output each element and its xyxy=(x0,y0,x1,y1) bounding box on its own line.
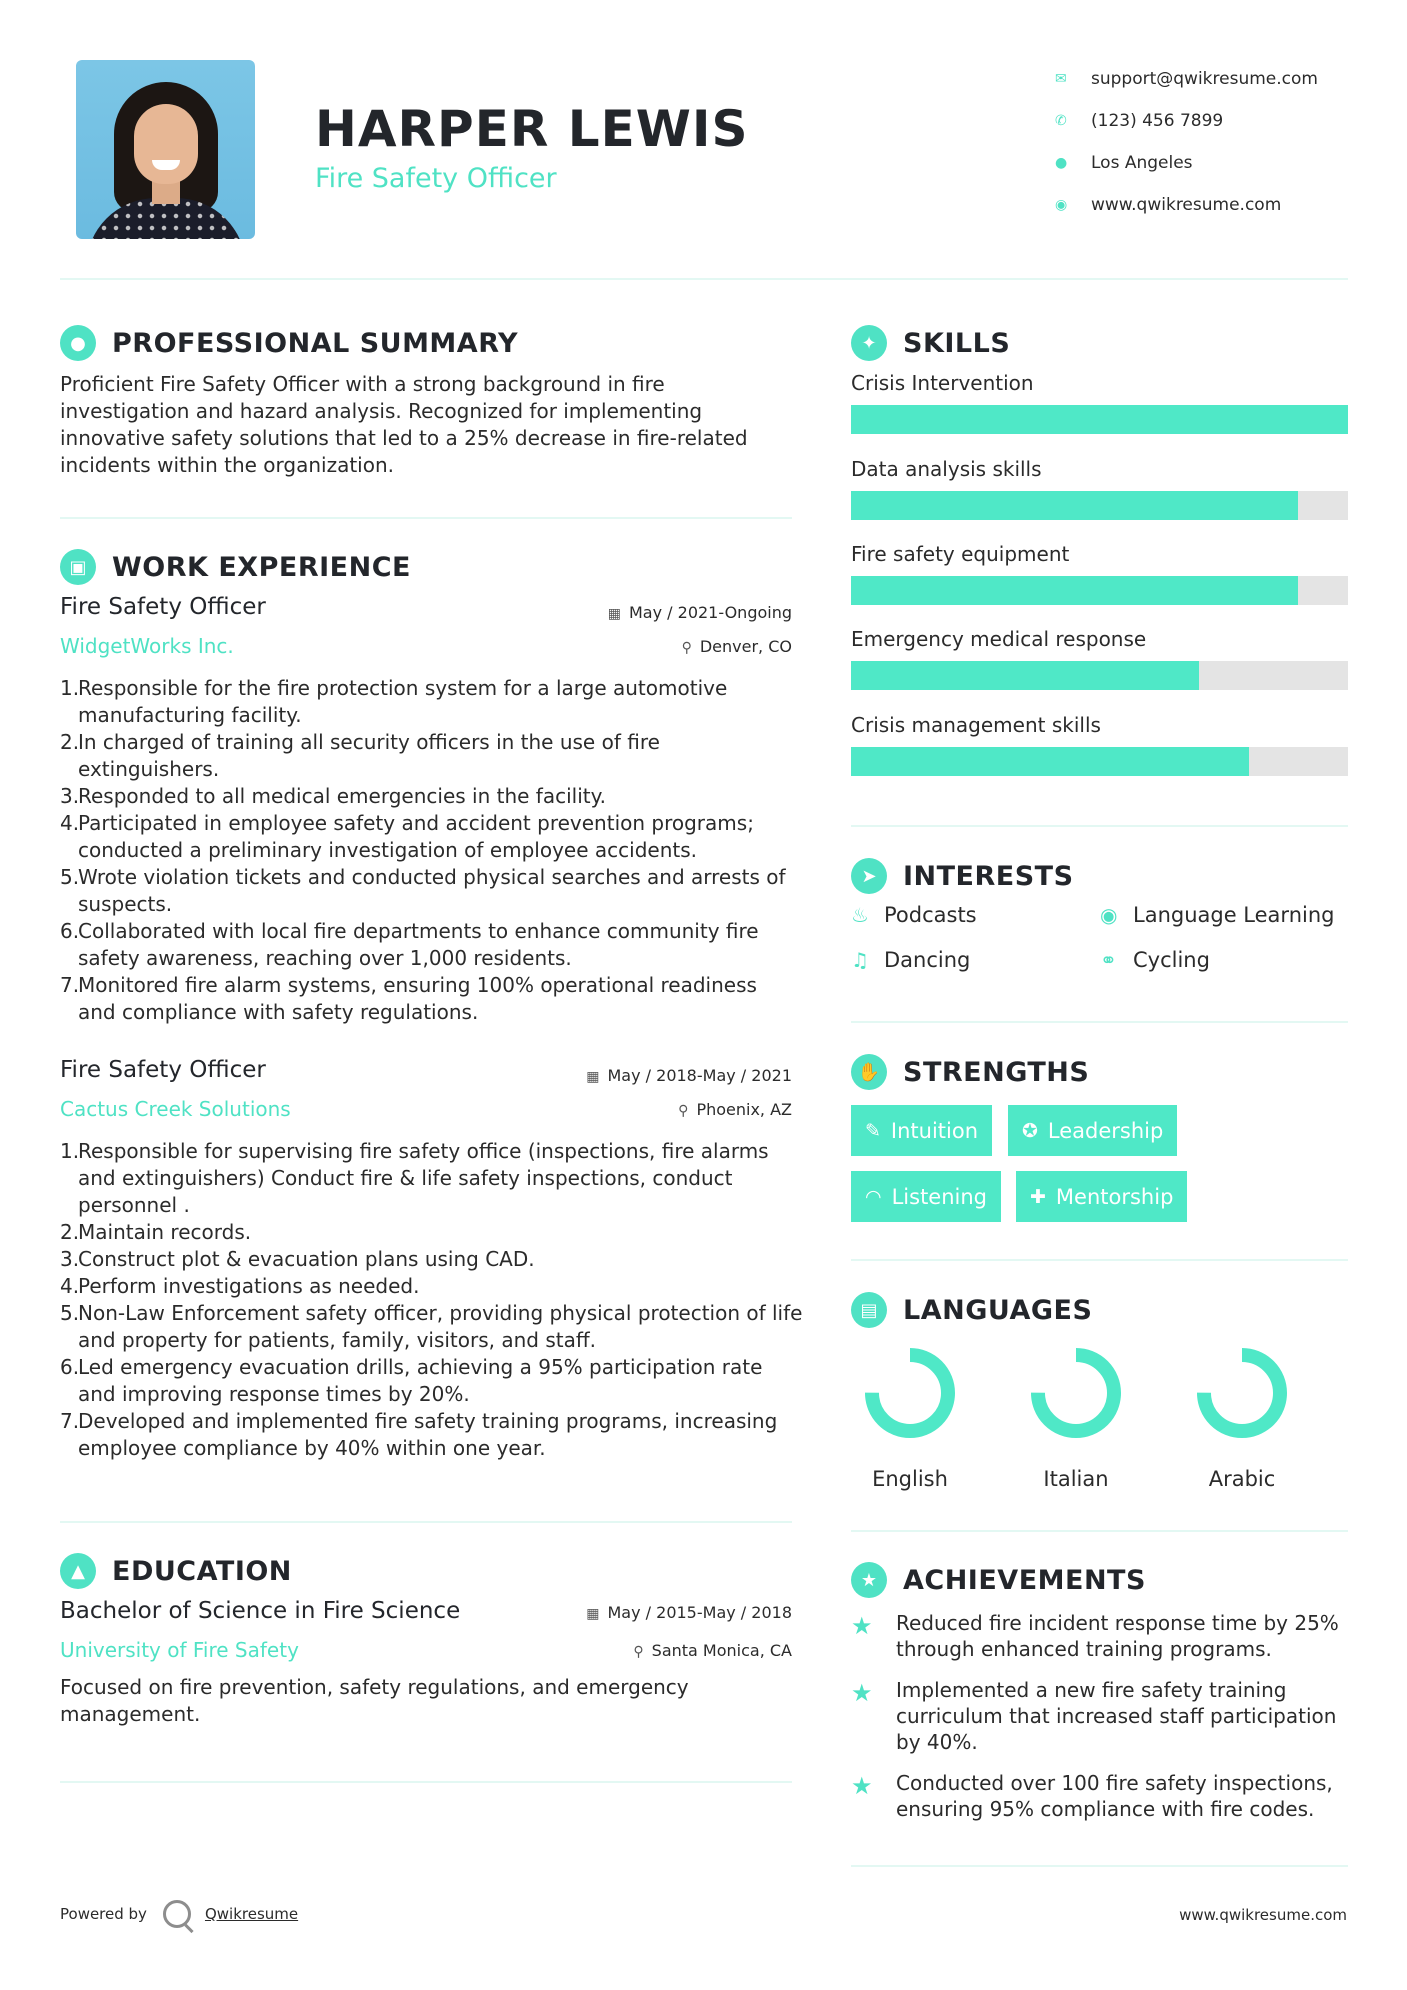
list-item: 7. Monitored fire alarm systems, ensuring 100% operational readiness and compliance with safety regulations. xyxy=(60,973,757,1024)
candidate-name: HARPER LEWIS xyxy=(315,100,749,158)
language-item: Arabic xyxy=(1172,1345,1312,1491)
languages-divider xyxy=(851,1530,1348,1532)
user-icon: ● xyxy=(60,325,96,361)
skill-bar xyxy=(851,491,1348,520)
skill-bar xyxy=(851,661,1348,690)
interest-item: ♫ Dancing xyxy=(851,948,971,972)
language-icon: ▤ xyxy=(851,1292,887,1328)
language-ring xyxy=(1028,1345,1124,1441)
globe-icon: ◉ xyxy=(1055,197,1068,213)
pin-icon: ⚲ xyxy=(681,640,692,656)
strength-badge: ✎ Intuition xyxy=(851,1105,992,1156)
list-item: 5. Non-Law Enforcement safety officer, providing physical protection of life and property for patients, family, visitors, and staff. xyxy=(60,1301,803,1352)
strength-badge: ✚ Mentorship xyxy=(1016,1171,1187,1222)
star-icon: ★ xyxy=(851,1772,873,1800)
achievements-heading: ★ ACHIEVEMENTS xyxy=(851,1562,1146,1598)
contact-location: ● Los Angeles xyxy=(1055,153,1193,173)
pin-icon: ⚲ xyxy=(678,1103,689,1119)
users-icon: ✪ xyxy=(1022,1119,1038,1142)
microphone-icon: ♨ xyxy=(851,903,869,927)
skill-item: Crisis Intervention xyxy=(851,371,1348,434)
interest-item: ◉ Language Learning xyxy=(1100,903,1335,927)
list-item: 2. In charged of training all security officers in the use of fire extinguishers. xyxy=(60,730,660,781)
star-icon: ★ xyxy=(851,1679,873,1707)
job-date: ▦ May / 2021-Ongoing xyxy=(607,603,792,622)
skill-item: Fire safety equipment xyxy=(851,542,1348,605)
hand-icon: ✋ xyxy=(851,1054,887,1090)
language-ring xyxy=(862,1345,958,1441)
job-role: Fire Safety Officer xyxy=(60,594,266,620)
education-date: ▦ May / 2015-May / 2018 xyxy=(586,1603,792,1622)
music-note-icon: ♫ xyxy=(851,948,869,972)
job-company: Cactus Creek Solutions xyxy=(60,1097,291,1121)
interest-item: ⚭ Cycling xyxy=(1100,948,1210,972)
lightbulb-icon: ✦ xyxy=(851,325,887,361)
candidate-title: Fire Safety Officer xyxy=(315,163,557,194)
skills-divider xyxy=(851,825,1348,827)
job-location: ⚲ Denver, CO xyxy=(681,637,792,656)
skill-bar xyxy=(851,405,1348,434)
languages-heading: ▤ LANGUAGES xyxy=(851,1292,1092,1328)
job-company: WidgetWorks Inc. xyxy=(60,634,234,658)
achievement-item: ★ Conducted over 100 fire safety inspections, ensuring 95% compliance with fire codes. xyxy=(851,1771,1333,1821)
job-responsibilities xyxy=(60,1138,805,1462)
list-item: 2. Maintain records. xyxy=(60,1220,252,1244)
education-degree: Bachelor of Science in Fire Science xyxy=(60,1598,461,1624)
list-item: 3. Construct plot & evacuation plans using CAD. xyxy=(60,1247,535,1271)
list-item: 1. Responsible for the fire protection system for a large automotive manufacturing facility. xyxy=(60,676,728,727)
email-icon: ✉ xyxy=(1055,71,1067,87)
user-plus-icon: ✚ xyxy=(1030,1185,1046,1208)
education-text: Focused on fire prevention, safety regulations, and emergency management. xyxy=(60,1675,689,1726)
skill-item: Crisis management skills xyxy=(851,713,1348,776)
job-location: ⚲ Phoenix, AZ xyxy=(678,1100,792,1119)
qwikresume-logo-icon xyxy=(163,1900,191,1928)
list-item: 1. Responsible for supervising fire safety office (inspections, fire alarms and extinguishers) Conduct fire & life safety inspections, conduct personnel . xyxy=(60,1139,769,1217)
profile-photo xyxy=(76,60,255,239)
achievement-item: ★ Reduced fire incident response time by 25% through enhanced training programs. xyxy=(851,1611,1339,1661)
strengths-heading: ✋ STRENGTHS xyxy=(851,1054,1089,1090)
bicycle-icon: ⚭ xyxy=(1100,948,1117,972)
contact-website[interactable]: ◉ www.qwikresume.com xyxy=(1055,195,1282,215)
pin-icon: ⚲ xyxy=(633,1644,644,1660)
list-item: 6. Led emergency evacuation drills, achieving a 95% participation rate and improving response times by 20%. xyxy=(60,1355,763,1406)
contact-info xyxy=(1055,58,1318,226)
summary-divider xyxy=(60,517,792,519)
footer-website[interactable]: www.qwikresume.com xyxy=(1179,1906,1347,1924)
education-heading: ▲ EDUCATION xyxy=(60,1553,292,1589)
footer-brand-link[interactable]: Qwikresume xyxy=(204,1905,299,1923)
contact-email[interactable]: ✉ support@qwikresume.com xyxy=(1055,69,1318,89)
language-ring xyxy=(1194,1345,1290,1441)
job-date: ▦ May / 2018-May / 2021 xyxy=(586,1066,792,1085)
contact-phone[interactable]: ✆ (123) 456 7899 xyxy=(1055,111,1224,131)
paper-plane-icon: ➤ xyxy=(851,858,887,894)
interest-item: ♨ Podcasts xyxy=(851,903,977,927)
list-item: 6. Collaborated with local fire departments to enhance community fire safety awareness, reaching over 1,000 residents. xyxy=(60,919,759,970)
list-item: 3. Responded to all medical emergencies in the facility. xyxy=(60,784,606,808)
strength-badge: ✪ Leadership xyxy=(1008,1105,1177,1156)
strength-badge: ◠ Listening xyxy=(851,1171,1001,1222)
briefcase-icon: ▣ xyxy=(60,549,96,585)
phone-icon: ✆ xyxy=(1055,113,1067,129)
skills-heading: ✦ SKILLS xyxy=(851,325,1010,361)
interests-heading: ➤ INTERESTS xyxy=(851,858,1074,894)
star-icon: ★ xyxy=(851,1612,873,1640)
strengths-divider xyxy=(851,1259,1348,1261)
skill-bar xyxy=(851,576,1348,605)
summary-heading: ● PROFESSIONAL SUMMARY xyxy=(60,325,518,361)
language-item: English xyxy=(840,1345,980,1491)
education-school: University of Fire Safety xyxy=(60,1638,299,1662)
calendar-icon: ▦ xyxy=(586,1069,600,1085)
calendar-icon: ▦ xyxy=(586,1606,600,1622)
footer-powered-by: Powered by Qwikresume xyxy=(60,1900,298,1928)
headphones-icon: ◠ xyxy=(865,1185,882,1208)
achievements-divider xyxy=(851,1865,1348,1867)
list-item: 7. Developed and implemented fire safety training programs, increasing employee compliance by 40% within one year. xyxy=(60,1409,778,1460)
skill-bar xyxy=(851,747,1348,776)
trophy-icon: ★ xyxy=(851,1562,887,1598)
education-divider xyxy=(60,1781,792,1783)
skill-item: Emergency medical response xyxy=(851,627,1348,690)
magic-wand-icon: ✎ xyxy=(865,1119,881,1142)
achievement-item: ★ Implemented a new fire safety training curriculum that increased staff participation by 40%. xyxy=(851,1678,1337,1754)
job-responsibilities xyxy=(60,675,800,1026)
graduation-cap-icon: ▲ xyxy=(60,1553,96,1589)
experience-divider xyxy=(60,1521,792,1523)
language-item: Italian xyxy=(1006,1345,1146,1491)
experience-heading: ▣ WORK EXPERIENCE xyxy=(60,549,411,585)
calendar-icon: ▦ xyxy=(607,606,621,622)
list-item: 4. Participated in employee safety and accident prevention programs; conducted a preliminary investigation of employee accidents. xyxy=(60,811,754,862)
location-pin-icon: ● xyxy=(1055,155,1068,171)
header-divider xyxy=(60,278,1348,280)
job-role: Fire Safety Officer xyxy=(60,1057,266,1083)
globe-icon: ◉ xyxy=(1100,903,1118,927)
list-item: 4. Perform investigations as needed. xyxy=(60,1274,420,1298)
skill-item: Data analysis skills xyxy=(851,457,1348,520)
summary-text: Proficient Fire Safety Officer with a strong background in fire investigation and hazard analysis. Recognized for implementing innovative safety solutions that led to a 25% decrease in fire-related incidents within the organization. xyxy=(60,372,748,477)
list-item: 5. Wrote violation tickets and conducted physical searches and arrests of suspects. xyxy=(60,865,786,916)
education-location: ⚲ Santa Monica, CA xyxy=(633,1641,792,1660)
interests-divider xyxy=(851,1021,1348,1023)
